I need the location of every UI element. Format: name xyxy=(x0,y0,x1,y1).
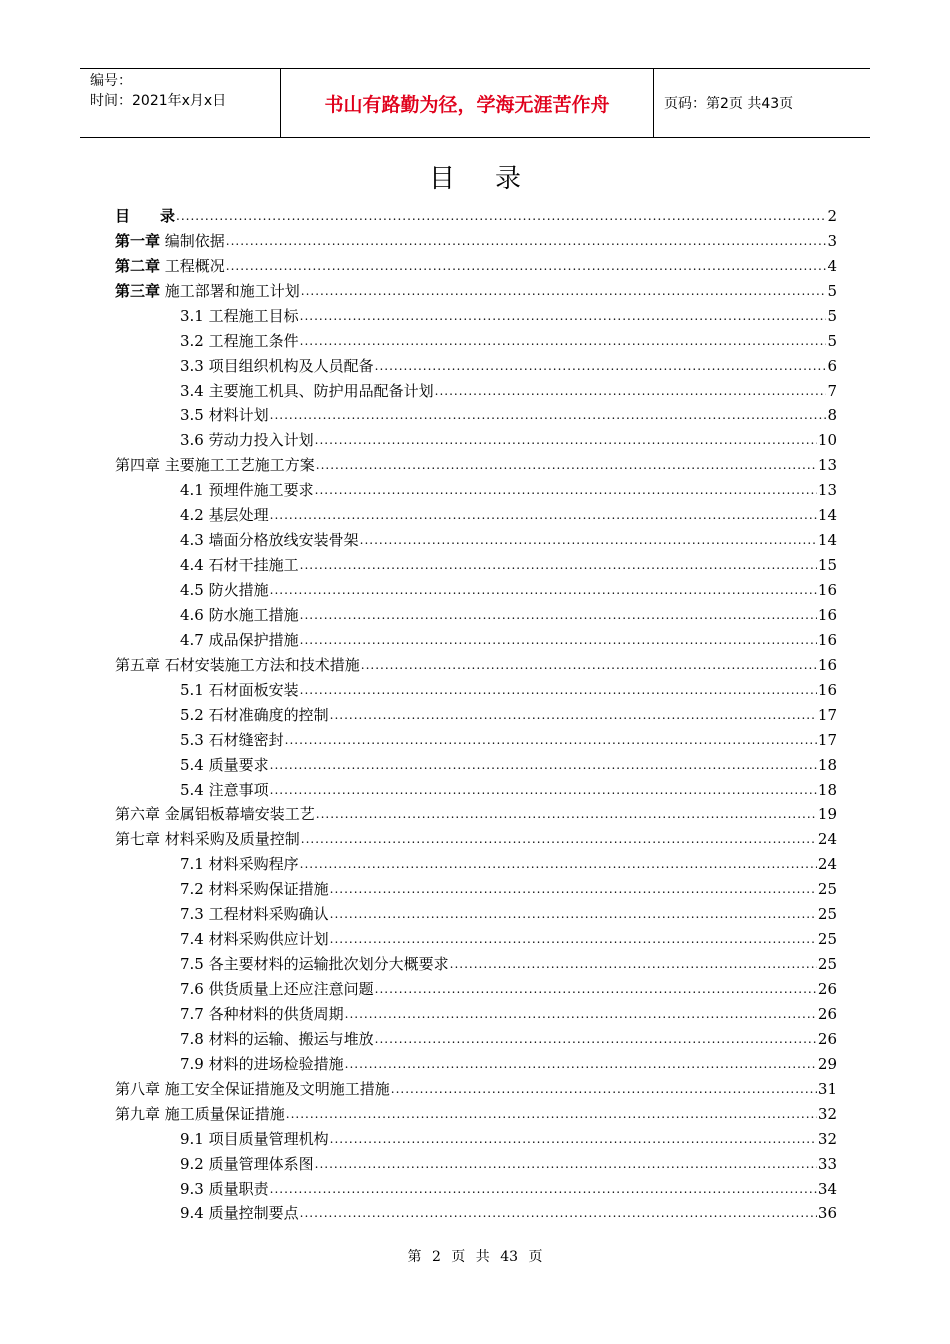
header-left-cell xyxy=(80,69,281,137)
toc-page-number: 17 xyxy=(817,705,837,724)
toc-page-number: 14 xyxy=(817,531,837,550)
toc-entry-label: 5.4 注意事项 xyxy=(180,780,269,799)
toc-entry[interactable] xyxy=(115,303,837,328)
toc-entry-label xyxy=(115,279,300,303)
toc-entry-label: 第九章 施工质量保证措施 xyxy=(115,1104,285,1123)
toc-chapter-number: 第一章 xyxy=(115,231,161,250)
toc-dot-leader xyxy=(300,553,817,577)
header-motto: 书山有路勤为径，学海无涯苦作舟 xyxy=(281,69,654,137)
toc-entry-label: 7.6 供货质量上还应注意问题 xyxy=(180,980,374,998)
toc-dot-leader xyxy=(345,1052,817,1076)
toc-entry[interactable] xyxy=(115,577,837,602)
toc-entry[interactable] xyxy=(115,851,837,876)
toc-entry[interactable] xyxy=(115,1176,837,1201)
toc-entry-label: 7.1 材料采购程序 xyxy=(180,855,299,874)
toc-dot-leader xyxy=(330,703,817,727)
toc-entry[interactable] xyxy=(115,1026,837,1051)
toc-entry[interactable] xyxy=(115,876,837,901)
toc-dot-leader xyxy=(270,503,817,527)
toc-entry[interactable] xyxy=(115,652,837,677)
toc-page-number: 5 xyxy=(827,281,837,300)
toc-dot-leader xyxy=(391,1077,817,1101)
toc-entry-label: 3.5 材料计划 xyxy=(180,406,269,425)
page-title: 目录 xyxy=(428,164,561,194)
toc-entry-label: 目 录 xyxy=(115,206,176,225)
toc-entry[interactable] xyxy=(115,826,837,851)
toc-entry-label: 5.2 石材准确度的控制 xyxy=(180,705,329,724)
toc-entry[interactable] xyxy=(115,1126,837,1151)
toc-dot-leader xyxy=(330,927,817,951)
toc-entry[interactable] xyxy=(115,752,837,777)
toc-page-number: 8 xyxy=(827,406,837,425)
toc-dot-leader xyxy=(226,254,827,278)
toc-entry[interactable] xyxy=(115,228,837,253)
toc-page-number: 33 xyxy=(817,1154,837,1173)
toc-page-number: 19 xyxy=(817,805,837,824)
toc-dot-leader xyxy=(316,802,817,826)
toc-dot-leader xyxy=(315,1152,817,1176)
toc-page-number: 32 xyxy=(817,1129,837,1148)
toc-entry-label: 4.5 防火措施 xyxy=(180,581,269,599)
toc-page-number: 13 xyxy=(817,481,837,500)
toc-entry-label: 5.1 石材面板安装 xyxy=(180,680,299,699)
toc-dot-leader xyxy=(270,578,817,602)
toc-dot-leader xyxy=(375,354,827,378)
toc-page-number: 18 xyxy=(817,755,837,774)
toc-page-number: 25 xyxy=(817,880,837,899)
toc-entry-label: 5.4 质量要求 xyxy=(180,755,269,774)
toc-dot-leader xyxy=(300,304,827,328)
toc-page-number: 25 xyxy=(817,955,837,974)
toc-page-number: 32 xyxy=(817,1104,837,1123)
toc-page-number: 3 xyxy=(827,231,837,250)
toc-page-number: 16 xyxy=(817,655,837,674)
toc-entry[interactable] xyxy=(115,378,837,403)
toc-dot-leader xyxy=(270,1177,817,1201)
toc-entry[interactable] xyxy=(115,1151,837,1176)
toc-entry[interactable] xyxy=(115,552,837,577)
toc-dot-leader xyxy=(300,678,817,702)
toc-entry[interactable] xyxy=(115,951,837,976)
toc-dot-leader xyxy=(300,1201,817,1225)
toc-page-number: 24 xyxy=(817,855,837,874)
toc-entry[interactable] xyxy=(115,278,837,303)
toc-dot-leader xyxy=(315,478,817,502)
toc-page-number: 34 xyxy=(817,1179,837,1198)
toc-dot-leader xyxy=(361,653,817,677)
toc-dot-leader xyxy=(300,628,817,652)
toc-entry-label: 9.2 质量管理体系图 xyxy=(180,1154,314,1173)
toc-entry-label: 7.3 工程材料采购确认 xyxy=(180,905,329,924)
toc-entry-label: 3.4 主要施工机具、防护用品配备计划 xyxy=(180,381,434,400)
toc-page-number: 10 xyxy=(817,431,837,450)
toc-dot-leader xyxy=(330,1127,817,1151)
toc-chapter-title: 施工部署和施工计划 xyxy=(160,281,300,300)
toc-dot-leader xyxy=(345,1002,817,1026)
toc-entry[interactable] xyxy=(115,502,837,527)
toc-dot-leader xyxy=(375,1027,817,1051)
table-of-contents xyxy=(115,203,837,1225)
toc-page-number: 14 xyxy=(817,506,837,525)
toc-dot-leader xyxy=(300,329,827,353)
toc-entry-label: 第六章 金属铝板幕墙安装工艺 xyxy=(115,805,315,824)
toc-page-number: 26 xyxy=(817,980,837,998)
toc-entry-label xyxy=(115,254,225,278)
toc-dot-leader xyxy=(301,279,827,303)
toc-entry[interactable] xyxy=(115,901,837,926)
toc-entry[interactable] xyxy=(115,253,837,278)
toc-entry-label: 9.4 质量控制要点 xyxy=(180,1204,299,1223)
toc-entry-label: 第七章 材料采购及质量控制 xyxy=(115,830,300,849)
header-page-info: 页码：第2页 共43页 xyxy=(664,96,794,112)
toc-page-number: 25 xyxy=(817,905,837,924)
toc-page-number: 16 xyxy=(817,680,837,699)
toc-page-number: 36 xyxy=(817,1204,837,1223)
toc-entry[interactable] xyxy=(115,477,837,502)
toc-entry[interactable] xyxy=(115,727,837,752)
toc-dot-leader xyxy=(330,877,817,901)
toc-entry-label: 7.7 各种材料的供货周期 xyxy=(180,1004,344,1023)
toc-entry[interactable] xyxy=(115,452,837,477)
toc-page-number: 5 xyxy=(827,306,837,325)
toc-entry[interactable] xyxy=(115,427,837,452)
toc-entry-label: 4.1 预埋件施工要求 xyxy=(180,481,314,500)
toc-entry-label: 第八章 施工安全保证措施及文明施工措施 xyxy=(115,1079,390,1098)
toc-entry[interactable] xyxy=(115,1051,837,1076)
toc-dot-leader xyxy=(270,753,817,777)
toc-entry-label: 7.2 材料采购保证措施 xyxy=(180,880,329,899)
toc-entry[interactable] xyxy=(115,1001,837,1026)
toc-page-number: 17 xyxy=(817,730,837,749)
toc-entry-label: 3.2 工程施工条件 xyxy=(180,331,299,350)
toc-page-number: 4 xyxy=(827,256,837,275)
toc-entry-label: 4.3 墙面分格放线安装骨架 xyxy=(180,531,359,550)
toc-entry[interactable] xyxy=(115,702,837,727)
toc-chapter-title: 编制依据 xyxy=(160,231,225,250)
toc-dot-leader xyxy=(286,1102,817,1126)
toc-entry-label: 4.7 成品保护措施 xyxy=(180,630,299,649)
toc-entry-label: 7.8 材料的运输、搬运与堆放 xyxy=(180,1029,374,1048)
toc-entry[interactable] xyxy=(115,1201,837,1226)
toc-dot-leader xyxy=(285,728,817,752)
toc-entry[interactable] xyxy=(115,527,837,552)
toc-dot-leader xyxy=(270,403,827,427)
toc-dot-leader xyxy=(360,528,817,552)
toc-entry-label: 4.6 防水施工措施 xyxy=(180,605,299,624)
toc-entry-label: 4.2 基层处理 xyxy=(180,506,269,525)
toc-entry[interactable] xyxy=(115,627,837,652)
toc-entry[interactable] xyxy=(115,328,837,353)
page-header-table xyxy=(80,68,870,138)
toc-entry[interactable] xyxy=(115,926,837,951)
toc-dot-leader xyxy=(375,977,817,1001)
toc-entry[interactable] xyxy=(115,1076,837,1101)
toc-entry-label: 7.9 材料的进场检验措施 xyxy=(180,1054,344,1073)
toc-dot-leader xyxy=(300,603,817,627)
toc-dot-leader xyxy=(226,229,827,253)
document-date-label: 时间：2021年x月x日 xyxy=(90,93,227,109)
toc-dot-leader xyxy=(450,952,817,976)
toc-page-number: 15 xyxy=(817,556,837,575)
toc-entry-label: 4.4 石材干挂施工 xyxy=(180,556,299,575)
toc-page-number: 16 xyxy=(817,581,837,599)
toc-page-number: 25 xyxy=(817,930,837,949)
toc-chapter-number: 第三章 xyxy=(115,281,161,300)
toc-chapter-number: 第二章 xyxy=(115,256,161,275)
toc-entry[interactable] xyxy=(115,602,837,627)
toc-page-number: 18 xyxy=(817,780,837,799)
toc-dot-leader xyxy=(330,902,817,926)
toc-page-number: 16 xyxy=(817,605,837,624)
toc-entry[interactable] xyxy=(115,802,837,827)
toc-page-number: 31 xyxy=(817,1079,837,1098)
toc-dot-leader xyxy=(270,778,817,802)
toc-entry[interactable] xyxy=(115,203,837,228)
toc-entry[interactable] xyxy=(115,976,837,1001)
toc-entry[interactable] xyxy=(115,403,837,428)
toc-entry-label: 5.3 石材缝密封 xyxy=(180,730,284,749)
toc-page-number: 6 xyxy=(827,356,837,375)
document-number-label: 编号： xyxy=(90,73,132,89)
toc-entry[interactable] xyxy=(115,1101,837,1126)
page-footer: 第 2 页 共 43 页 xyxy=(407,1249,543,1265)
toc-page-number: 13 xyxy=(817,456,837,475)
toc-entry[interactable] xyxy=(115,677,837,702)
toc-entry-label: 9.1 项目质量管理机构 xyxy=(180,1129,329,1148)
toc-entry-label xyxy=(115,229,225,253)
toc-entry[interactable] xyxy=(115,777,837,802)
toc-dot-leader xyxy=(176,204,826,228)
toc-entry-label: 第五章 石材安装施工方法和技术措施 xyxy=(115,655,360,674)
toc-page-number: 16 xyxy=(817,630,837,649)
toc-entry-label: 3.1 工程施工目标 xyxy=(180,306,299,325)
toc-dot-leader xyxy=(300,852,817,876)
toc-dot-leader xyxy=(316,453,817,477)
toc-entry-label: 3.3 项目组织机构及人员配备 xyxy=(180,356,374,375)
toc-entry-label: 9.3 质量职责 xyxy=(180,1179,269,1198)
toc-page-number: 7 xyxy=(827,381,837,400)
toc-page-number: 29 xyxy=(817,1054,837,1073)
toc-chapter-title: 工程概况 xyxy=(160,256,225,275)
toc-entry-label: 7.4 材料采购供应计划 xyxy=(180,930,329,949)
toc-entry-label: 第四章 主要施工工艺施工方案 xyxy=(115,456,315,475)
toc-page-number: 26 xyxy=(817,1004,837,1023)
toc-dot-leader xyxy=(435,379,827,403)
toc-page-number: 5 xyxy=(827,331,837,350)
toc-entry-label: 3.6 劳动力投入计划 xyxy=(180,431,314,450)
toc-entry[interactable] xyxy=(115,353,837,378)
toc-dot-leader xyxy=(301,827,817,851)
toc-dot-leader xyxy=(315,428,817,452)
toc-page-number: 24 xyxy=(817,830,837,849)
toc-page-number: 2 xyxy=(827,206,837,225)
toc-page-number: 26 xyxy=(817,1029,837,1048)
toc-entry-label: 7.5 各主要材料的运输批次划分大概要求 xyxy=(180,955,449,974)
